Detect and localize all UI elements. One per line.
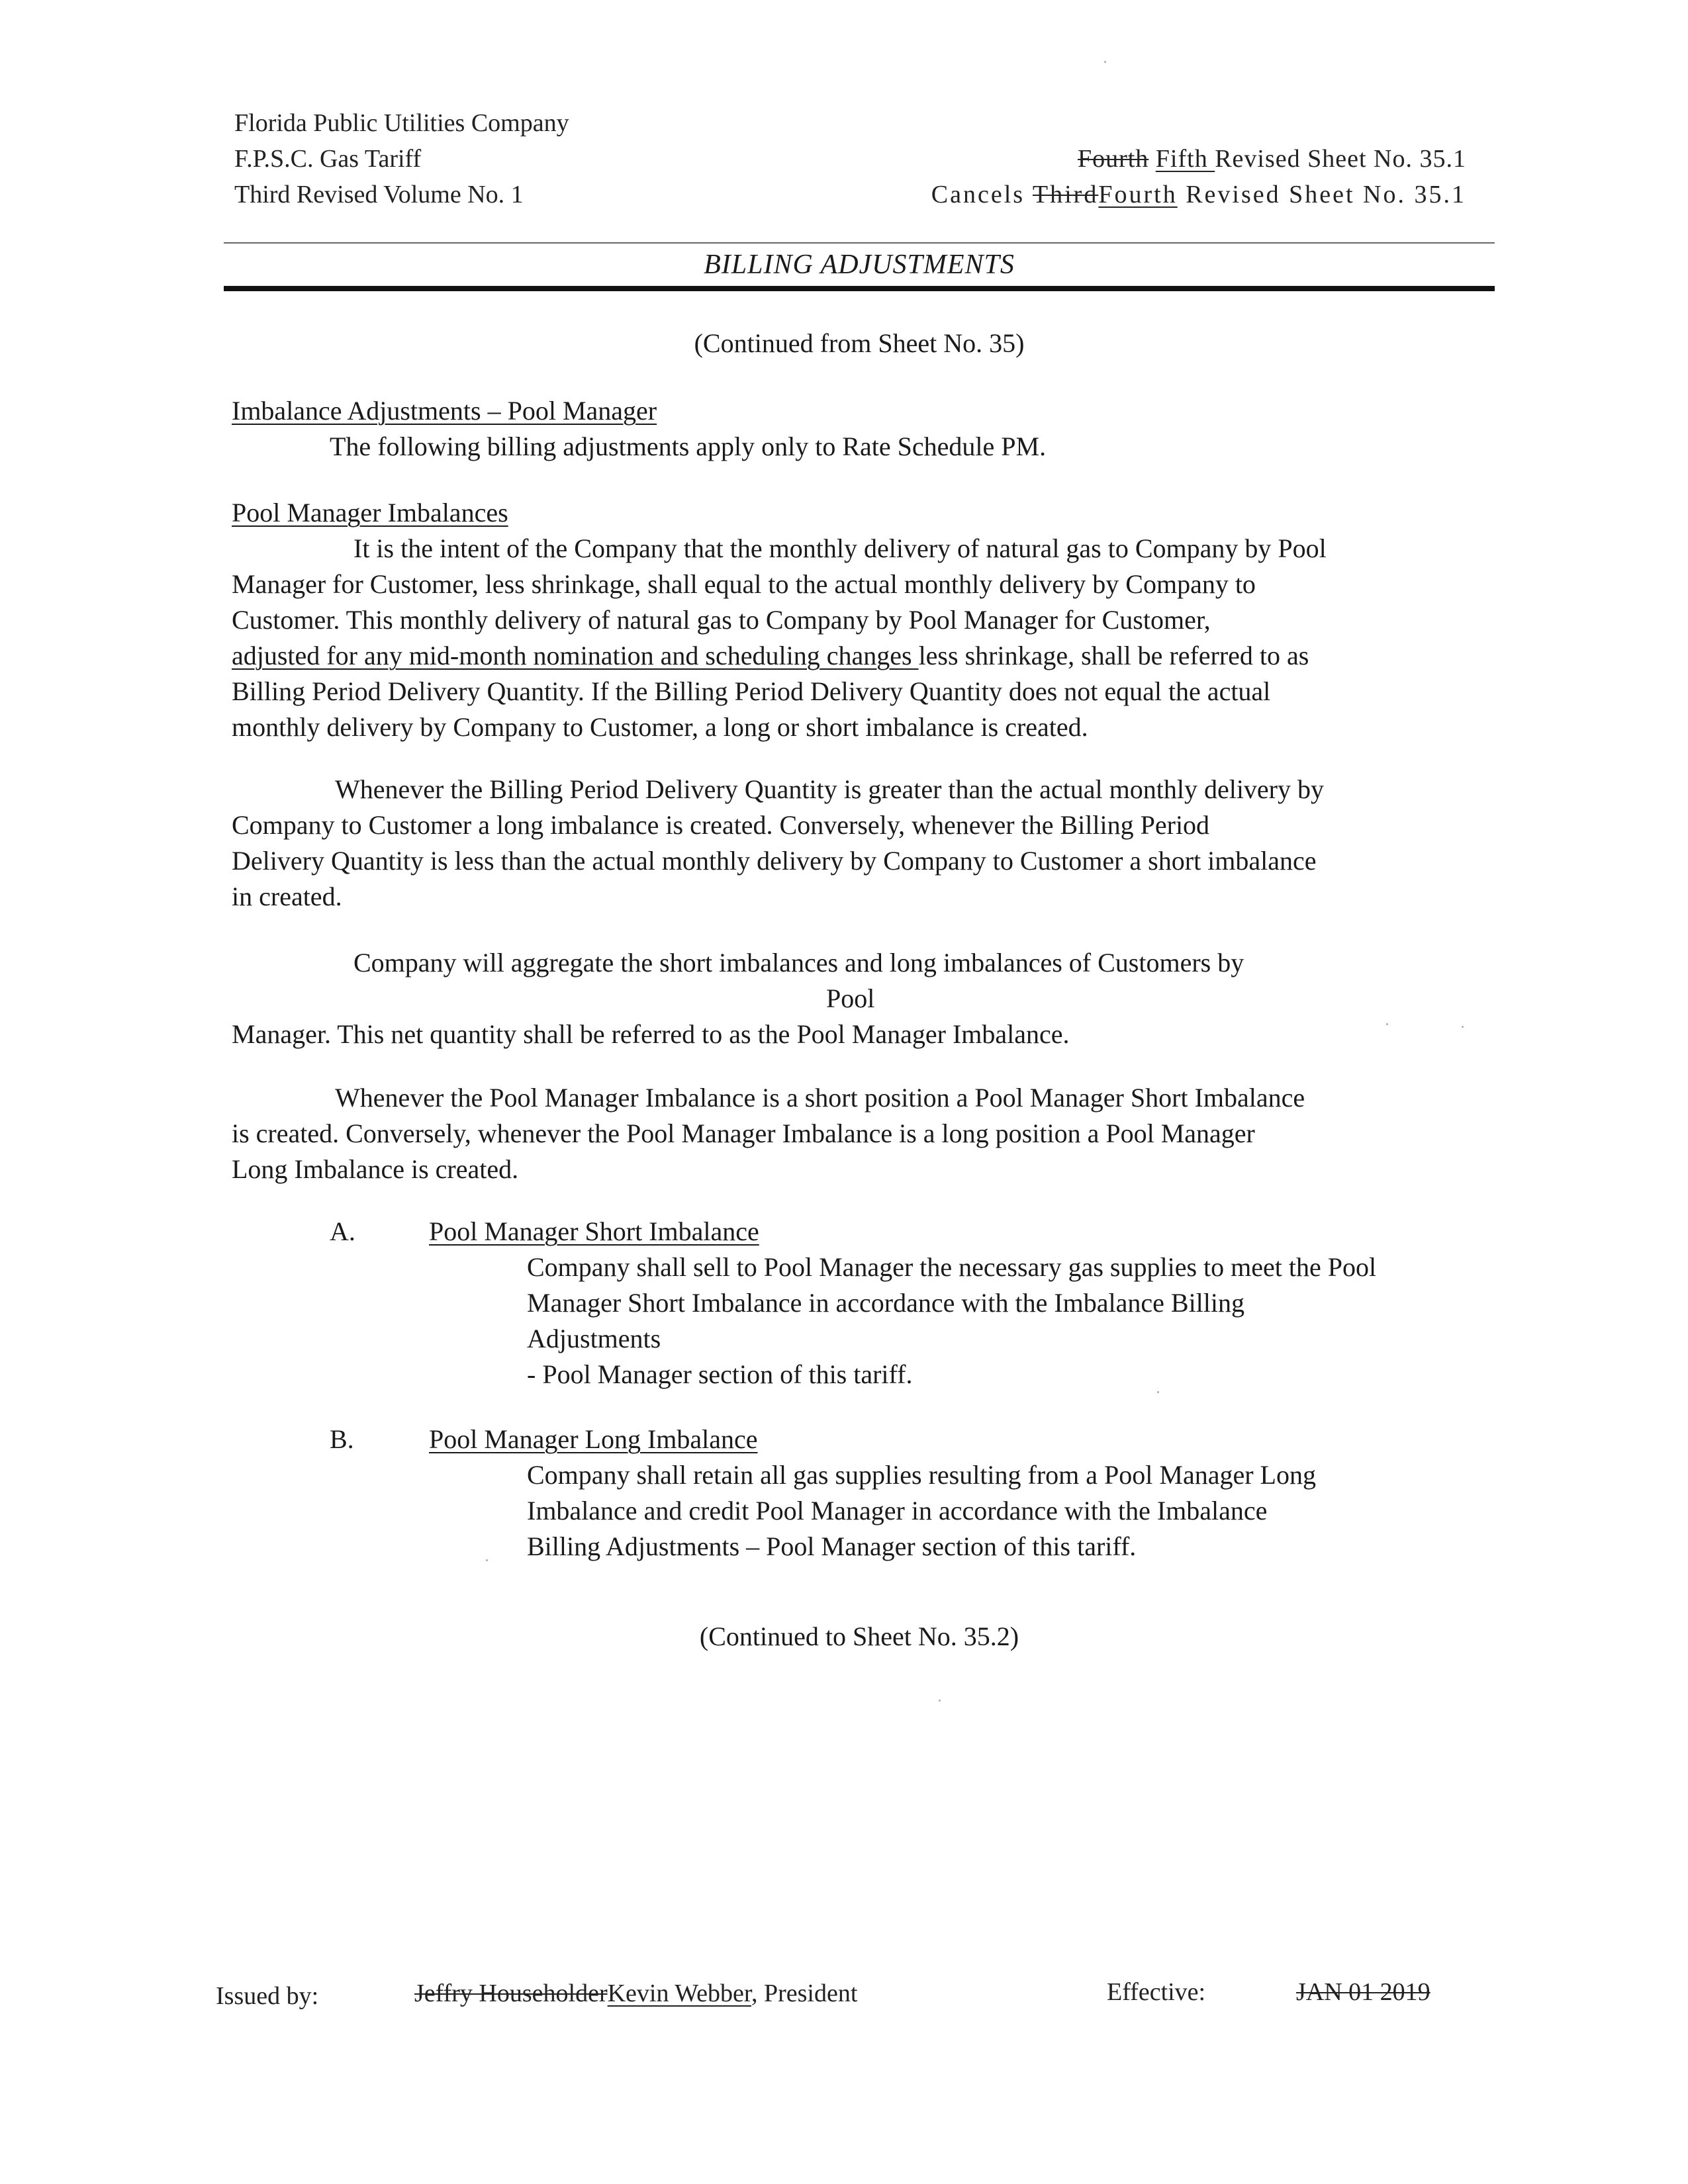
revised-sheet-line — [1078, 142, 1466, 176]
paragraph-2-line-3: Delivery Quantity is less than the actual monthly delivery by Company to Customer a short imbalance — [232, 846, 1317, 876]
cancels-new-text: Fourth — [1098, 181, 1178, 208]
issuer-title: , President — [751, 1979, 858, 2007]
issuer-struck-name: Jeffry Householder — [414, 1979, 608, 2007]
paragraph-1-line-4 — [232, 638, 1309, 674]
tariff-name: F.P.S.C. Gas Tariff — [234, 145, 422, 173]
revised-new-text: Fifth — [1155, 145, 1215, 173]
paragraph-3-line-2: Pool — [826, 983, 875, 1013]
scan-speck — [486, 1559, 488, 1561]
paragraph-1-line-6: monthly delivery by Company to Customer, a long or short imbalance is created. — [232, 712, 1088, 742]
revised-struck-text: Fourth — [1077, 145, 1149, 173]
imbalance-adjustments-text: The following billing adjustments apply only to Rate Schedule PM. — [330, 432, 1047, 461]
company-name: Florida Public Utilities Company — [234, 109, 569, 137]
item-b-title: Pool Manager Long Imbalance — [429, 1424, 758, 1454]
paragraph-1-line-2: Manager for Customer, less shrinkage, shall equal to the actual monthly delivery by Company to — [232, 569, 1256, 599]
paragraph-3-line-3: Manager. This net quantity shall be referred to as the Pool Manager Imbalance. — [232, 1019, 1070, 1049]
paragraph-3-line-1: Company will aggregate the short imbalances and long imbalances of Customers by — [353, 948, 1244, 978]
continued-to-note: (Continued to Sheet No. 35.2) — [699, 1621, 1019, 1651]
paragraph-1-line-5: Billing Period Delivery Quantity. If the Billing Period Delivery Quantity does not equal the actual — [232, 676, 1271, 706]
paragraph-1-line-1: It is the intent of the Company that the monthly delivery of natural gas to Company by Pool — [353, 533, 1327, 563]
issued-by-label: Issued by: — [216, 1982, 319, 2010]
header-thick-rule — [224, 286, 1495, 291]
scan-speck — [1157, 1391, 1159, 1393]
paragraph-4-line-1: Whenever the Pool Manager Imbalance is a short position a Pool Manager Short Imbalance — [335, 1083, 1305, 1113]
item-a-line-1: Company shall sell to Pool Manager the necessary gas supplies to meet the Pool — [527, 1252, 1377, 1282]
item-a-letter: A. — [330, 1216, 355, 1246]
item-b-line-3: Billing Adjustments – Pool Manager section of this tariff. — [527, 1531, 1137, 1561]
imbalance-adjustments-heading: Imbalance Adjustments – Pool Manager — [232, 396, 657, 426]
paragraph-1-line-4-rest: less shrinkage, shall be referred to as — [918, 641, 1309, 670]
section-title: BILLING ADJUSTMENTS — [704, 250, 1015, 280]
paragraph-2-line-2: Company to Customer a long imbalance is created. Conversely, whenever the Billing Period — [232, 810, 1210, 840]
effective-label: Effective: — [1107, 1978, 1206, 2006]
cancels-rest-text: Revised Sheet No. 35.1 — [1177, 181, 1466, 208]
cancels-sheet-line — [931, 177, 1466, 212]
issuer-line — [414, 1976, 857, 2011]
item-b-line-1: Company shall retain all gas supplies resulting from a Pool Manager Long — [527, 1460, 1316, 1490]
inserted-underlined-text: adjusted for any mid-month nomination and scheduling changes — [232, 641, 919, 670]
item-a-line-3: Adjustments — [527, 1324, 661, 1353]
item-b-line-2: Imbalance and credit Pool Manager in accordance with the Imbalance — [527, 1496, 1268, 1525]
issuer-new-name: Kevin Webber — [607, 1979, 751, 2007]
scan-speck — [1462, 1026, 1464, 1028]
paragraph-4-line-2: is created. Conversely, whenever the Pool Manager Imbalance is a long position a Pool Manager — [232, 1118, 1255, 1148]
paragraph-2-line-4: in created. — [232, 882, 342, 911]
paragraph-1-line-3: Customer. This monthly delivery of natural gas to Company by Pool Manager for Customer, — [232, 605, 1211, 635]
continued-from-note: (Continued from Sheet No. 35) — [694, 328, 1025, 358]
item-a-line-2: Manager Short Imbalance in accordance with the Imbalance Billing — [527, 1288, 1245, 1318]
tariff-volume: Third Revised Volume No. 1 — [234, 181, 524, 208]
scan-speck — [1104, 61, 1106, 63]
cancels-prefix-text: Cancels — [931, 181, 1033, 208]
header-thin-rule — [224, 242, 1495, 244]
scan-speck — [939, 1700, 941, 1702]
item-b-letter: B. — [330, 1424, 354, 1454]
cancels-struck-text: Third — [1032, 181, 1099, 208]
pool-manager-imbalances-heading: Pool Manager Imbalances — [232, 498, 508, 527]
effective-date-struck: JAN 01 2019 — [1296, 1978, 1430, 2006]
scan-speck — [1386, 1023, 1388, 1025]
revised-rest-text: Revised Sheet No. 35.1 — [1215, 145, 1466, 173]
paragraph-2-line-1: Whenever the Billing Period Delivery Quantity is greater than the actual monthly delivery by — [335, 774, 1325, 804]
item-a-title: Pool Manager Short Imbalance — [429, 1216, 759, 1246]
paragraph-4-line-3: Long Imbalance is created. — [232, 1154, 519, 1184]
item-a-line-4: - Pool Manager section of this tariff. — [527, 1359, 913, 1389]
